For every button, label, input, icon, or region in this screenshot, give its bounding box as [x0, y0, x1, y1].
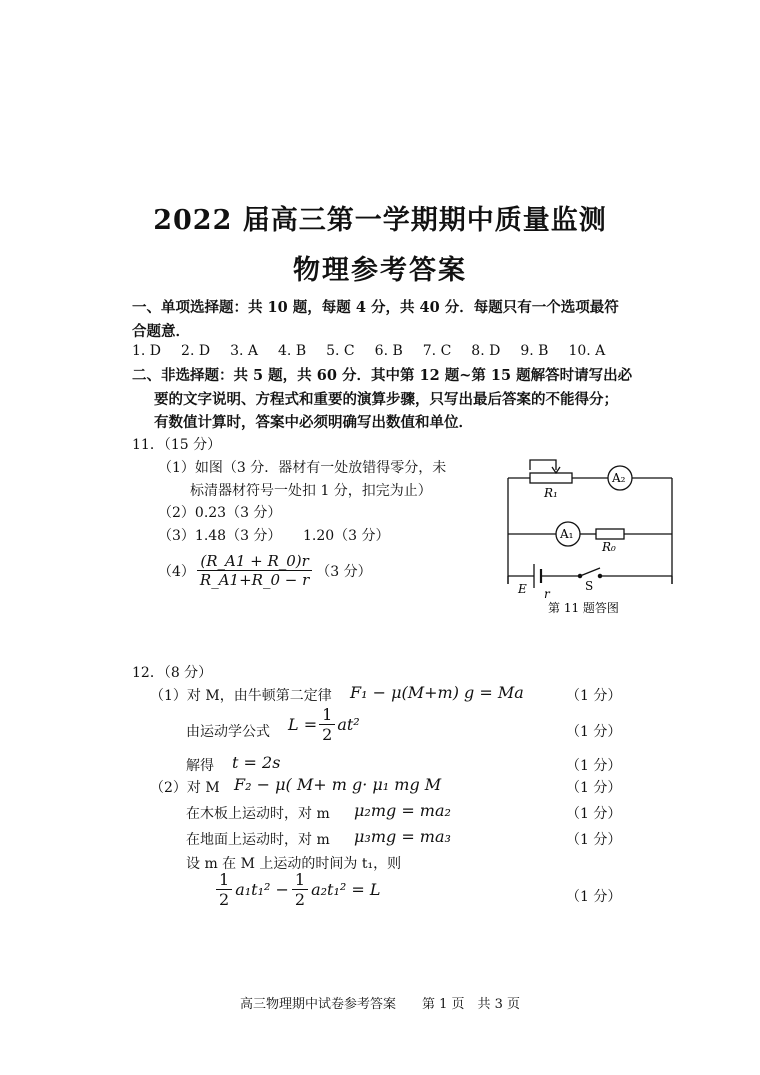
half-fraction	[319, 705, 335, 744]
q11-part4	[158, 552, 372, 589]
q12-line6-points: （1 分）	[566, 832, 622, 848]
fraction-denominator: 2	[294, 890, 306, 909]
q11-part4-fraction	[197, 552, 312, 589]
rheostat-r1-body	[530, 473, 572, 483]
answer-item: 9. B	[520, 343, 549, 359]
q12-line1-points: （1 分）	[566, 688, 622, 704]
label-s: S	[585, 579, 594, 593]
fraction-denominator: R_A1+R_0 − r	[199, 571, 310, 589]
section1-heading-line2: 合题意．	[132, 323, 190, 340]
q12-line3-equation: t = 2s	[232, 753, 281, 772]
answer-item: 3. A	[230, 343, 259, 359]
q12-line1-text: （1）对 M，由牛顿第二定律	[150, 688, 332, 704]
equation-term: a₁t₁² −	[235, 880, 289, 899]
label-r1: R₁	[544, 486, 558, 500]
q12-line6-text: 在地面上运动时，对 m	[186, 832, 330, 848]
q12-line5-text: 在木板上运动时，对 m	[186, 806, 330, 822]
answer-item: 10. A	[568, 343, 606, 359]
section1-heading-line1: 一、单项选择题：共 10 题，每题 4 分，共 40 分．每题只有一个选项最符	[132, 299, 619, 316]
choice-answers	[132, 343, 605, 359]
label-r: r	[544, 587, 550, 601]
q12-line3-points: （1 分）	[566, 758, 622, 774]
q12-line7-text: 设 m 在 M 上运动的时间为 t₁，则	[186, 856, 402, 872]
q12-line5-equation: μ₂mg = ma₂	[354, 801, 451, 820]
label-r0: R₀	[602, 540, 616, 554]
equation-term: a₂t₁² = L	[311, 880, 381, 899]
q12-line1-equation: F₁ − μ(M+m) g = Ma	[350, 683, 524, 702]
equation-right: at²	[337, 715, 360, 734]
fraction-numerator: 1	[319, 705, 335, 725]
page-subtitle: 物理参考答案	[293, 255, 467, 286]
answer-item: 8. D	[471, 343, 501, 359]
page-title: 2022 届高三第一学期期中质量监测	[153, 205, 607, 236]
q12-line4-text: （2）对 M	[150, 780, 220, 796]
q11-part3-b: 1.20（3 分）	[303, 528, 390, 544]
fraction-denominator: 2	[322, 725, 333, 744]
q12-line5-points: （1 分）	[566, 806, 622, 822]
page-footer: 高三物理期中试卷参考答案 第 1 页 共 3 页	[239, 997, 521, 1012]
half-fraction	[216, 870, 232, 909]
fraction-numerator: (R_A1 + R_0)r	[197, 552, 312, 571]
answer-item: 1. D	[132, 343, 162, 359]
circuit-diagram	[500, 450, 690, 620]
fraction-numerator: 1	[292, 870, 308, 890]
q12-line3-text: 解得	[186, 758, 214, 774]
q12-line2-equation	[288, 705, 360, 744]
q11-part2: （2）0.23（3 分）	[158, 505, 282, 521]
section2-heading-line2: 要的文字说明、方程式和重要的演算步骤，只写出最后答案的不能得分；	[154, 391, 618, 408]
q12-line6-equation: μ₃mg = ma₃	[354, 827, 451, 846]
q12-line4-points: （1 分）	[566, 780, 622, 796]
q11-part1-line1: （1）如图（3 分．器材有一处放错得零分，未	[158, 460, 447, 476]
answer-item: 6. B	[374, 343, 403, 359]
q12-line2-text: 由运动学公式	[186, 724, 270, 740]
answer-item: 2. D	[181, 343, 211, 359]
label-e: E	[518, 582, 527, 596]
q11-label: 11．（15 分）	[132, 437, 222, 453]
switch-blade	[580, 568, 600, 576]
resistor-r0-body	[596, 529, 624, 539]
q11-part1-line2: 标清器材符号一处扣 1 分，扣完为止）	[190, 483, 432, 499]
q11-part4-prefix: （4）	[158, 563, 195, 580]
q12-line8-points: （1 分）	[566, 889, 622, 905]
label-a1: A₁	[560, 527, 574, 541]
q11-part4-points: （3 分）	[316, 563, 372, 580]
section2-heading-line1: 二、非选择题：共 5 题，共 60 分．其中第 12 题~第 15 题解答时请写出必	[132, 367, 633, 384]
answer-item: 7. C	[422, 343, 452, 359]
figure-caption: 第 11 题答图	[548, 601, 619, 615]
fraction-denominator: 2	[219, 890, 230, 909]
fraction-numerator: 1	[216, 870, 232, 890]
q11-part3-a: （3）1.48（3 分）	[158, 528, 282, 544]
q12-line4-equation: F₂ − μ( M+ m g· μ₁ mg M	[234, 775, 442, 794]
q12-label: 12．（8 分）	[132, 665, 213, 681]
section2-heading-line3: 有数值计算时，答案中必须明确写出数值和单位．	[154, 414, 473, 431]
label-a2: A₂	[612, 471, 626, 485]
q12-line2-points: （1 分）	[566, 724, 622, 740]
q12-line8-equation	[216, 870, 381, 909]
equation-left: L =	[288, 715, 318, 734]
answer-item: 4. B	[278, 343, 307, 359]
answer-item: 5. C	[326, 343, 355, 359]
half-fraction	[292, 870, 308, 909]
